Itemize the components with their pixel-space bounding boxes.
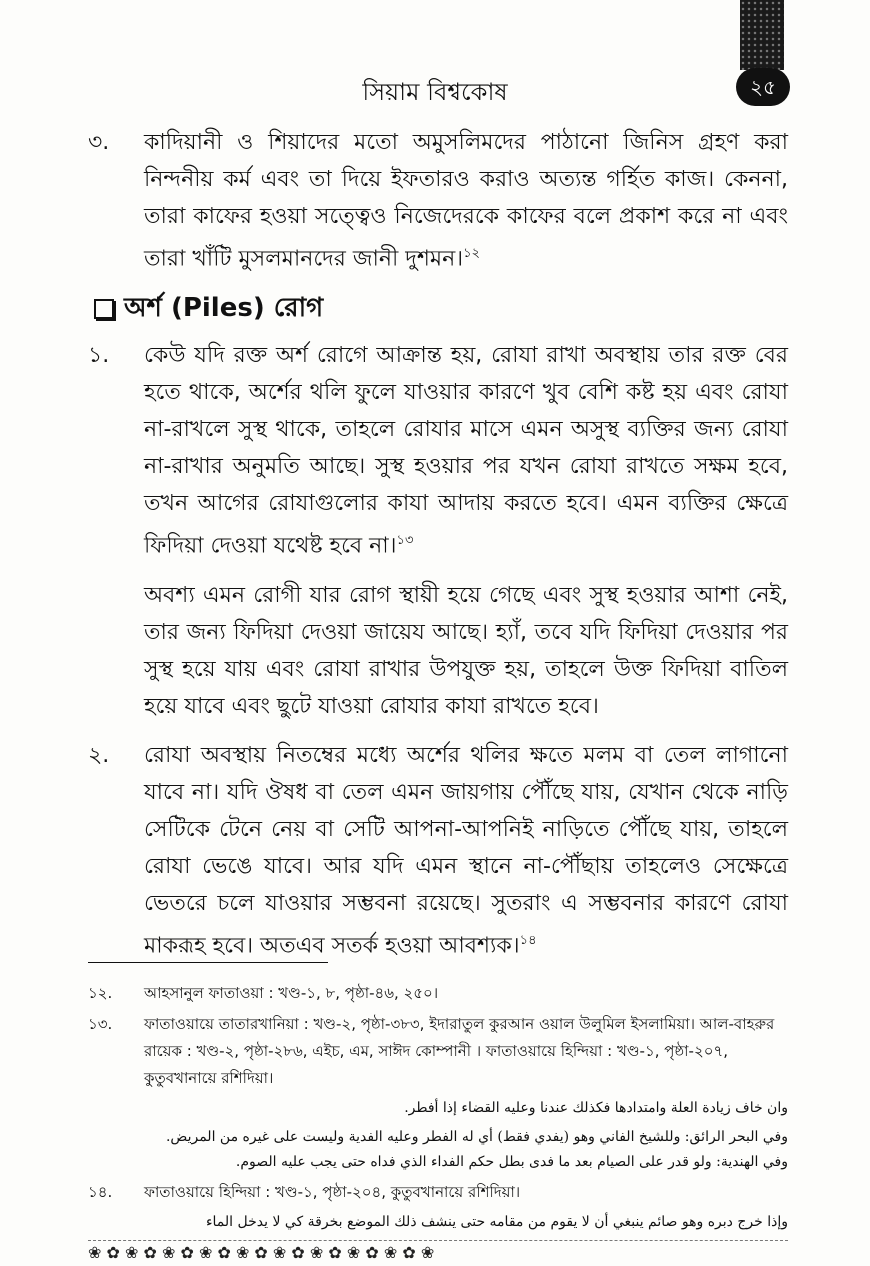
- section-heading: অর্শ (Piles) রোগ: [88, 289, 788, 329]
- item-number: ১.: [88, 343, 110, 369]
- floral-border: ❀ ✿ ❀ ✿ ❀ ✿ ❀ ✿ ❀ ✿ ❀ ✿ ❀ ✿ ❀ ✿ ❀ ✿ ❀: [88, 1240, 788, 1263]
- item-text: রোযা অবস্থায় নিতম্বের মধ্যে অর্শের থলির ক্ষতে মলম বা তেল লাগানো যাবে না। যদি ঔষধ বা তেল এমন জায়গায় পৌঁছে যায়, যেখান থেকে নাড়ি সেটিকে টেনে নেয় বা সেটি আপনা-আপনিই নাড়িতে পৌঁছে যায়, তাহলে রোযা ভেঙে যাবে। আর যদি এমন স্থানে না-পৌঁছায় তাহলেও সেক্ষেত্রে ভেতরে চলে যাওয়ার সম্ভবনা রয়েছে। সুতরাং এ সম্ভবনার কারণে রোযা মাকরূহ হবে। অতএব সতর্ক হওয়া আবশ্যক।$^{১৪}$: [144, 742, 788, 958]
- list-item: [88, 737, 788, 964]
- list-item: [88, 124, 788, 277]
- item-text: কেউ যদি রক্ত অর্শ রোগে আক্রান্ত হয়, রোযা রাখা অবস্থায় তার রক্ত বের হতে থাকে, অর্শের থলি ফুলে যাওয়ার কারণে খুব বেশি কষ্ট হয় এবং রোযা না-রাখলে সুস্থ থাকে, তাহলে রোযার মাসে এমন অসুস্থ ব্যক্তির জন্য রোযা না-রাখার অনুমতি আছে। সুস্থ হওয়ার পর যখন রোযা রাখতে সক্ষম হবে, তখন আগের রোযাগুলোর কাযা আদায় করতে হবে। এমন ব্যক্তির ক্ষেত্রে ফিদিয়া দেওয়া যথেষ্ট হবে না।$^{১৩}$: [144, 343, 788, 559]
- item-number: ৩.: [88, 130, 110, 155]
- arabic-quote: وإذا خرج دبره وهو صائم ينبغي أن لا يقوم من مقامه حتى ينشف ذلك الموضع بخرقة كي لا يدخل الماء: [205, 1214, 788, 1230]
- list-item: [88, 337, 788, 564]
- checkbox-icon: [94, 299, 114, 319]
- footnotes: [88, 980, 788, 1239]
- corner-decoration: [740, 0, 784, 70]
- footnote-ref: ১৪: [519, 932, 537, 948]
- item-text: কাদিয়ানী ও শিয়াদের মতো অমুসলিমদের পাঠানো জিনিস গ্রহণ করা নিন্দনীয় কর্ম এবং তা দিয়ে ইফতারও করাও অত্যন্ত গর্হিত কাজ। কেননা, তারা কাফের হওয়া সত্ত্বেও নিজেদেরকে কাফের বলে প্রকাশ করে না এবং তারা খাঁটি মুসলমানদের জানী দুশমন।$^{১২}$: [144, 130, 788, 272]
- arabic-quote: وان خاف زيادة العلة وامتدادها فكذلك عندنا وعليه القضاء إذا أفطر.: [404, 1100, 788, 1116]
- page-title: সিয়াম বিশ্বকোষ: [362, 78, 508, 106]
- footnote-ref: ১২: [463, 246, 480, 261]
- footnote: ১২. আহসানুল ফাতাওয়া : খণ্ড-১, ৮, পৃষ্ঠা-৪৬, ২৫০।: [88, 984, 439, 1002]
- page-number-badge: ২৫: [736, 68, 790, 106]
- arabic-quote: وفي البحر الرائق: وللشيخ الفاني وهو (يفدي فقط) أي له الفطر وعليه الفدية وليست على غيره من المريض. وفي الهندية: ولو قدر على الصيام بعد ما فدى بطل حكم الفداء الذي فداه حتى يجب عليه الصوم.: [165, 1129, 788, 1170]
- continuation-paragraph: অবশ্য এমন রোগী যার রোগ স্থায়ী হয়ে গেছে এবং সুস্থ হওয়ার আশা নেই, তার জন্য ফিদিয়া দেওয়া জায়েয আছে। হ্যাঁ, তবে যদি ফিদিয়া দেওয়ার পর সুস্থ হয়ে যায় এবং রোযা রাখার উপযুক্ত হয়, তাহলে উক্ত ফিদিয়া বাতিল হয়ে যাবে এবং ছুটে যাওয়া রোযার কাযা রাখতে হবে।: [144, 582, 788, 719]
- item-number: ২.: [88, 742, 110, 768]
- footnote-divider: [88, 962, 328, 963]
- main-content: [88, 124, 788, 976]
- footnote: ১৪. ফাতাওয়ায়ে হিন্দিয়া : খণ্ড-১, পৃষ্ঠা-২০৪, কুতুবখানায়ে রশিদিয়া।: [88, 1183, 521, 1201]
- footnote-ref: ১৩: [396, 533, 414, 549]
- footnote: ১৩. ফাতাওয়ায়ে তাতারখানিয়া : খণ্ড-২, পৃষ্ঠা-৩৮৩, ইদারাতুল কুরআন ওয়াল উলুমিল ইসলামিয়া। আল-বাহরুর রায়েক : খণ্ড-২, পৃষ্ঠা-২৮৬, এইচ, এম, সাঈদ কোম্পানী । ফাতাওয়ায়ে হিন্দিয়া : খণ্ড-১, পৃষ্ঠা-২০৭, কুতুবখানায়ে রশিদিয়া।: [88, 1015, 775, 1087]
